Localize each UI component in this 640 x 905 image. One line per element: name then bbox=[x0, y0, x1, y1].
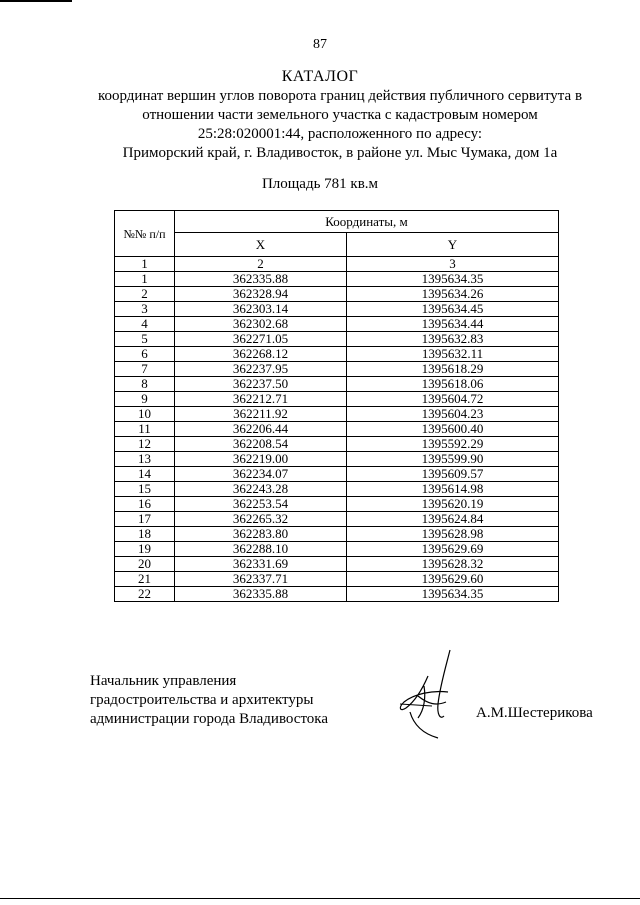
x-cell: 362211.92 bbox=[175, 407, 347, 422]
x-cell: 362337.71 bbox=[175, 572, 347, 587]
y-cell: 1395628.32 bbox=[347, 557, 559, 572]
table-row bbox=[115, 302, 559, 317]
x-cell: 362271.05 bbox=[175, 332, 347, 347]
y-cell: 1395609.57 bbox=[347, 467, 559, 482]
y-cell: 1395599.90 bbox=[347, 452, 559, 467]
table-row bbox=[115, 542, 559, 557]
row-number-cell: 9 bbox=[115, 392, 175, 407]
table-row bbox=[115, 512, 559, 527]
y-cell: 1395618.06 bbox=[347, 377, 559, 392]
table-row bbox=[115, 407, 559, 422]
x-cell: 362208.54 bbox=[175, 437, 347, 452]
x-cell: 362302.68 bbox=[175, 317, 347, 332]
row-number-cell: 13 bbox=[115, 452, 175, 467]
subtitle-line: координат вершин углов поворота границ действия публичного сервитута в bbox=[97, 88, 583, 104]
table-row bbox=[115, 572, 559, 587]
top-rule bbox=[0, 0, 72, 2]
table-row bbox=[115, 437, 559, 452]
row-number-cell: 14 bbox=[115, 467, 175, 482]
y-cell: 1395604.72 bbox=[347, 392, 559, 407]
signer-position-line: администрации города Владивостока bbox=[90, 711, 329, 727]
y-cell: 1395629.60 bbox=[347, 572, 559, 587]
x-cell: 362265.32 bbox=[175, 512, 347, 527]
x-cell: 362243.28 bbox=[175, 482, 347, 497]
index-cell: 2 bbox=[175, 257, 347, 272]
row-number-cell: 3 bbox=[115, 302, 175, 317]
y-header: Y bbox=[347, 233, 559, 257]
x-cell: 362328.94 bbox=[175, 287, 347, 302]
table-row bbox=[115, 557, 559, 572]
x-cell: 362288.10 bbox=[175, 542, 347, 557]
x-cell: 362237.95 bbox=[175, 362, 347, 377]
signature-icon bbox=[388, 646, 468, 746]
subtitle-line: отношении части земельного участка с кадастровым номером bbox=[142, 107, 538, 123]
row-number-cell: 12 bbox=[115, 437, 175, 452]
y-cell: 1395632.11 bbox=[347, 347, 559, 362]
row-number-cell: 18 bbox=[115, 527, 175, 542]
x-cell: 362303.14 bbox=[175, 302, 347, 317]
row-number-cell: 17 bbox=[115, 512, 175, 527]
row-number-cell: 19 bbox=[115, 542, 175, 557]
x-cell: 362234.07 bbox=[175, 467, 347, 482]
x-cell: 362331.69 bbox=[175, 557, 347, 572]
row-number-cell: 11 bbox=[115, 422, 175, 437]
table-row bbox=[115, 317, 559, 332]
coords-header: Координаты, м bbox=[175, 211, 559, 233]
row-number-cell: 7 bbox=[115, 362, 175, 377]
x-cell: 362206.44 bbox=[175, 422, 347, 437]
document-subtitle bbox=[70, 87, 610, 163]
row-number-cell: 20 bbox=[115, 557, 175, 572]
y-cell: 1395624.84 bbox=[347, 512, 559, 527]
row-number-cell: 10 bbox=[115, 407, 175, 422]
x-cell: 362335.88 bbox=[175, 587, 347, 602]
table-row bbox=[115, 392, 559, 407]
index-row bbox=[115, 257, 559, 272]
x-header: X bbox=[175, 233, 347, 257]
table-row bbox=[115, 347, 559, 362]
signer-position-line: Начальник управления bbox=[90, 673, 237, 689]
table-row bbox=[115, 527, 559, 542]
row-number-cell: 4 bbox=[115, 317, 175, 332]
x-cell: 362268.12 bbox=[175, 347, 347, 362]
signer-position-line: градостроительства и архитектуры bbox=[90, 692, 314, 708]
signer-position bbox=[90, 672, 328, 729]
y-cell: 1395632.83 bbox=[347, 332, 559, 347]
y-cell: 1395634.35 bbox=[347, 587, 559, 602]
coordinates-table bbox=[114, 210, 559, 602]
y-cell: 1395628.98 bbox=[347, 527, 559, 542]
y-cell: 1395634.35 bbox=[347, 272, 559, 287]
y-cell: 1395634.26 bbox=[347, 287, 559, 302]
table-row bbox=[115, 362, 559, 377]
table-row bbox=[115, 332, 559, 347]
row-number-cell: 2 bbox=[115, 287, 175, 302]
area-label: Площадь 781 кв.м bbox=[261, 176, 379, 192]
table-row bbox=[115, 452, 559, 467]
row-number-cell: 5 bbox=[115, 332, 175, 347]
row-number-cell: 1 bbox=[115, 272, 175, 287]
subtitle-line: Приморский край, г. Владивосток, в районе ул. Мыс Чумака, дом 1а bbox=[122, 145, 558, 161]
row-number-cell: 6 bbox=[115, 347, 175, 362]
table-row bbox=[115, 467, 559, 482]
col-num-header: №№ п/п bbox=[115, 211, 175, 257]
row-number-cell: 8 bbox=[115, 377, 175, 392]
table-row bbox=[115, 377, 559, 392]
y-cell: 1395604.23 bbox=[347, 407, 559, 422]
x-cell: 362212.71 bbox=[175, 392, 347, 407]
table-row bbox=[115, 272, 559, 287]
signer-name: А.М.Шестерикова bbox=[476, 705, 593, 721]
index-cell: 3 bbox=[347, 257, 559, 272]
row-number-cell: 16 bbox=[115, 497, 175, 512]
row-number-cell: 21 bbox=[115, 572, 175, 587]
table-row bbox=[115, 422, 559, 437]
x-cell: 362335.88 bbox=[175, 272, 347, 287]
table-row bbox=[115, 497, 559, 512]
x-cell: 362253.54 bbox=[175, 497, 347, 512]
y-cell: 1395614.98 bbox=[347, 482, 559, 497]
index-cell: 1 bbox=[115, 257, 175, 272]
document-title: КАТАЛОГ bbox=[281, 68, 359, 85]
table-row bbox=[115, 287, 559, 302]
y-cell: 1395629.69 bbox=[347, 542, 559, 557]
x-cell: 362283.80 bbox=[175, 527, 347, 542]
table-body bbox=[115, 272, 559, 602]
y-cell: 1395634.44 bbox=[347, 317, 559, 332]
x-cell: 362219.00 bbox=[175, 452, 347, 467]
table-row bbox=[115, 587, 559, 602]
y-cell: 1395592.29 bbox=[347, 437, 559, 452]
table-row bbox=[115, 482, 559, 497]
y-cell: 1395620.19 bbox=[347, 497, 559, 512]
y-cell: 1395600.40 bbox=[347, 422, 559, 437]
row-number-cell: 15 bbox=[115, 482, 175, 497]
y-cell: 1395634.45 bbox=[347, 302, 559, 317]
row-number-cell: 22 bbox=[115, 587, 175, 602]
x-cell: 362237.50 bbox=[175, 377, 347, 392]
bottom-rule bbox=[0, 898, 640, 899]
y-cell: 1395618.29 bbox=[347, 362, 559, 377]
page-number: 87 bbox=[313, 37, 327, 52]
subtitle-line: 25:28:020001:44, расположенного по адресу: bbox=[197, 126, 483, 142]
